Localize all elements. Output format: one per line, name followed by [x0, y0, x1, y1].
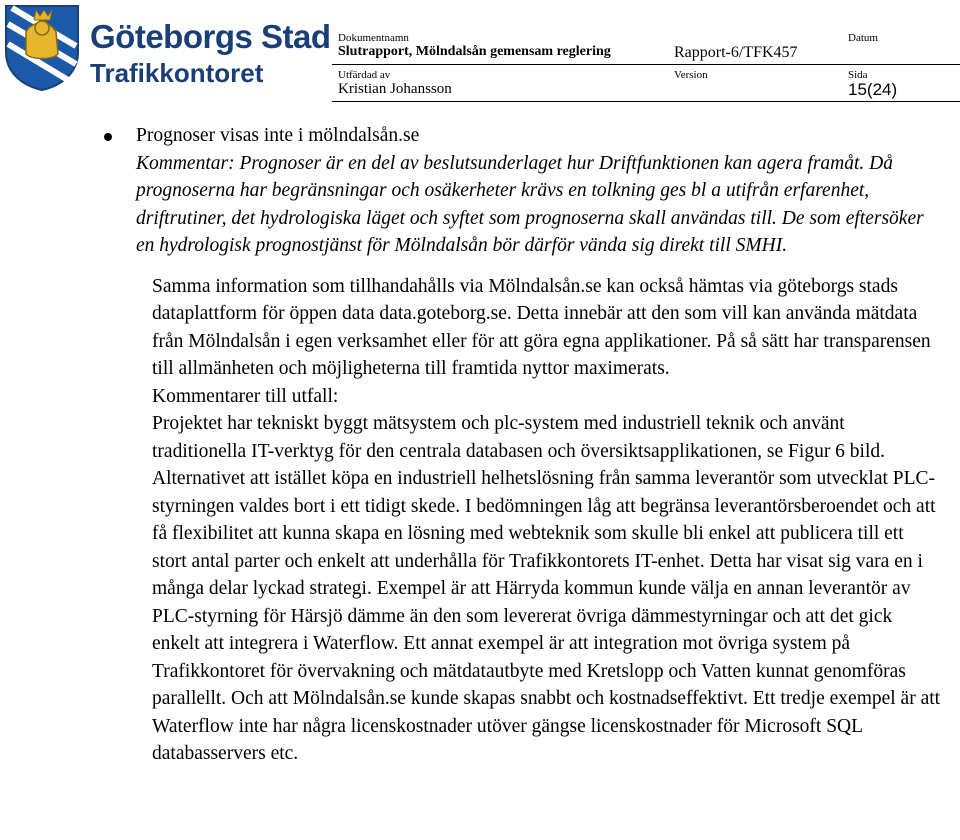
organization-name: Göteborgs Stad — [90, 18, 331, 55]
bullet-comment — [136, 150, 942, 260]
document-body — [136, 122, 942, 768]
department-name: Trafikkontoret — [90, 58, 264, 88]
datum-label: Datum — [848, 32, 878, 44]
section-heading: Kommentarer till utfall: — [152, 385, 339, 407]
document-header — [332, 28, 960, 102]
bullet-comment-text: Kommentar: Prognoser är en del av beslutsunderlaget hur Driftfunktionen kan agera framåt. Då prognoserna har begränsningar och osäkerheter krävs en tolkning ges bl a utifrån erfarenhet, driftrutiner, det hydrologiska läget och syftet som prognoserna skall användas till. De som eftersöker en hydrologisk prognostjänst för Mölndalsån bör därför vända sig direkt till SMHI. — [136, 152, 924, 256]
paragraph-open-data: Samma information som tillhandahålls via Mölndalsån.se kan också hämtas via göteborgs stads dataplattform för öppen data data.goteborg.se. Detta innebär att den som vill kan använda mätdata från Mölndalsån i egen verksamhet eller för att göra egna applikationer. På så sätt har transparensen till allmänheten och möjligheterna till framtida nyttor maximerats. — [152, 275, 931, 379]
dokumentnamn-label: Dokumentnamn — [338, 32, 409, 44]
report-id: Rapport-6/TFK457 — [674, 44, 798, 61]
utfardad-label: Utfärdad av — [338, 69, 391, 81]
header-bottom-rule — [332, 101, 960, 102]
bullet-title: Prognoser visas inte i mölndalsån.se — [136, 125, 420, 146]
coat-of-arms-icon — [2, 2, 82, 92]
logo — [0, 0, 330, 100]
bullet-content — [136, 122, 942, 260]
sida-label: Sida — [848, 69, 868, 81]
author: Kristian Johansson — [338, 81, 452, 97]
page-number: 15(24) — [848, 80, 898, 99]
header-divider — [332, 64, 960, 65]
document-name: Slutrapport, Mölndalsån gemensam reglering — [338, 44, 611, 59]
bullet-item — [68, 122, 942, 260]
paragraph-outcome: Projektet har tekniskt byggt mätsystem och plc-system med industriell teknik och använt traditionella IT-verktyg för den centrala databasen och översiktsapplikationen, se Figur 6 bild. Alternativet att istället köpa en industriell helhetslösning från samma leverantör som utvecklat PLC-styrningen valdes bort i ett tidigt skede. I bedömningen låg att begränsa leverantörsberoendet och att få flexibilitet att kunna skapa en lösning med webteknik som skulle bli enkel att publicera till ett stort antal parter och enkelt att underhålla för Trafikkontorets IT-enhet. Detta har visat sig vara en i många delar lyckad strategi. Exempel är att Härryda kommun kunde välja en annan leverantör av PLC-styrning för Härsjö dämme än den som levererat övriga dämmestyrningar och att det gick enkelt att integrera i Waterflow. Ett annat exempel är att integration mot övriga system på Trafikkontoret för övervakning och mätdatautbyte med Kretslopp och Vatten kunnat genomföras parallellt. Och att Mölndalsån.se kunde skapas snabbt och kostnadseffektivt. Ett tredje exempel är att Waterflow inte har några licenskostnader utöver gängse licenskostnader för Microsoft SQL databasservers etc. — [152, 413, 941, 764]
version-label: Version — [674, 69, 708, 81]
bullet-dot — [104, 133, 112, 141]
